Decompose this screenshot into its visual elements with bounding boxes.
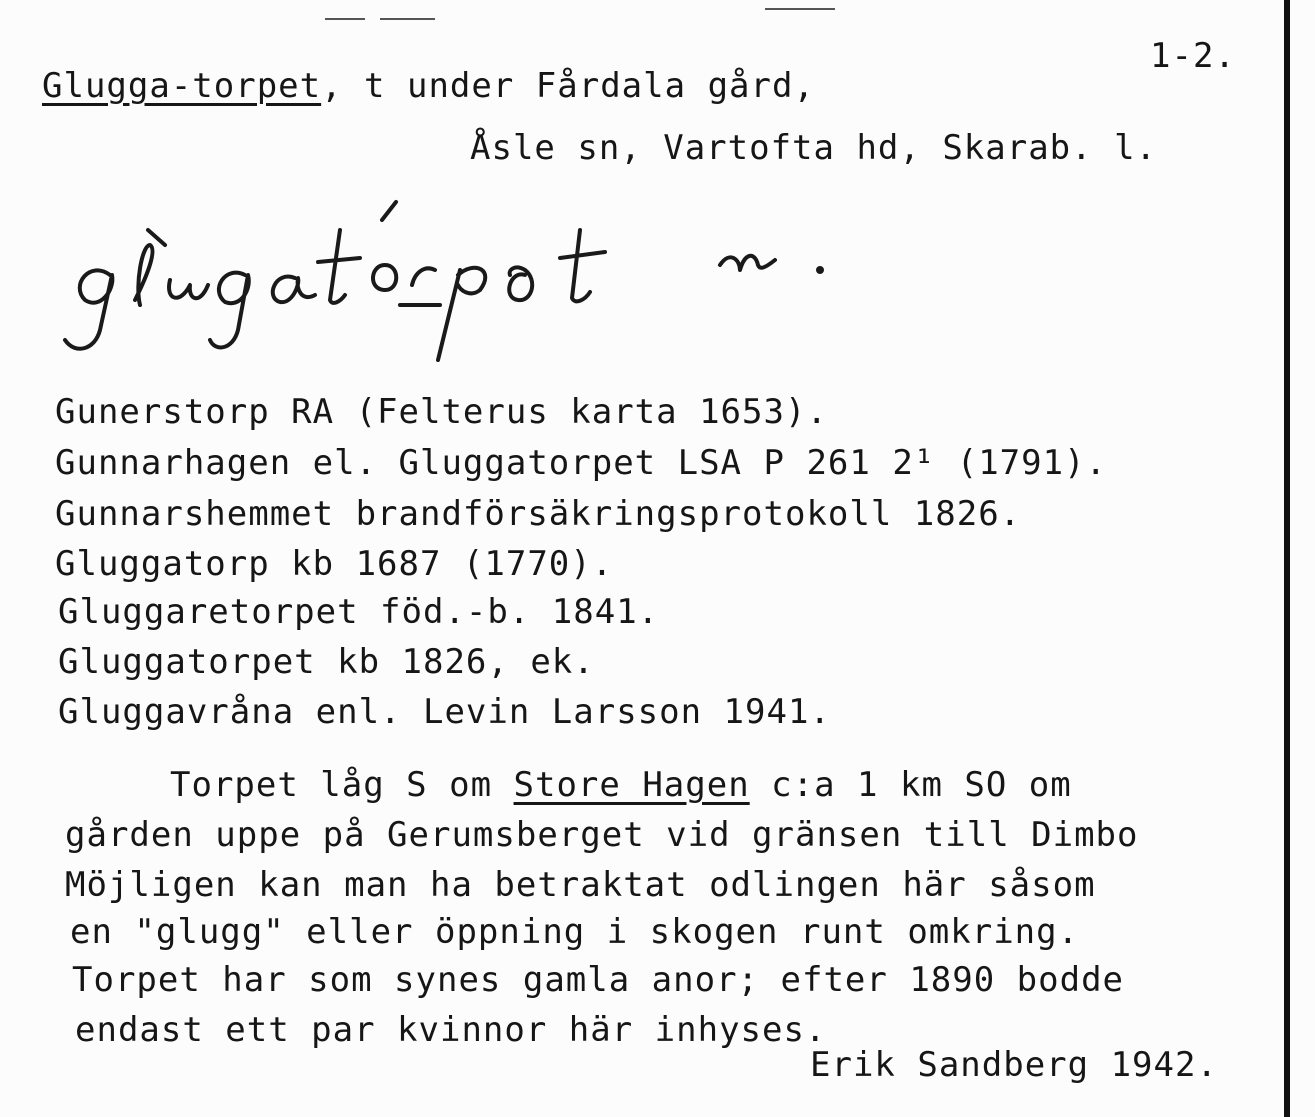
form-line-1: Gunerstorp RA (Felterus karta 1653).	[55, 392, 828, 432]
note-line-5: Torpet har som synes gamla anor; efter 1890 bodde	[72, 960, 1125, 1000]
handwritten-pronunciation	[40, 190, 860, 370]
form-line-4: Gluggatorp kb 1687 (1770).	[55, 544, 614, 584]
place-reference: Store Hagen	[513, 765, 750, 805]
form-line-7: Gluggavråna enl. Levin Larsson 1941.	[58, 692, 831, 732]
scan-speck	[765, 8, 835, 10]
note-line-6: endast ett par kvinnor här inhyses.	[75, 1010, 827, 1050]
note-text: c:a 1 km SO om	[749, 765, 1072, 805]
card-edge	[1284, 0, 1290, 1117]
scan-speck	[380, 18, 435, 20]
form-line-2: Gunnarhagen el. Gluggatorpet LSA P 261 2¹ (1791).	[55, 443, 1108, 483]
note-line-1	[170, 765, 1072, 805]
note-line-3: Möjligen kan man ha betraktat odlingen här såsom	[65, 865, 1096, 905]
location-line: Åsle sn, Vartofta hd, Skarab. l.	[470, 128, 1158, 168]
note-line-4: en "glugg" eller öppning i skogen runt omkring.	[70, 912, 1080, 952]
signature: Erik Sandberg 1942.	[810, 1045, 1218, 1085]
place-name: Glugga-torpet	[42, 66, 322, 106]
card-number: 1-2.	[1150, 36, 1236, 76]
note-line-2: gården uppe på Gerumsberget vid gränsen till Dimbo	[65, 815, 1139, 855]
form-line-3: Gunnarshemmet brandförsäkringsprotokoll 1826.	[55, 494, 1022, 534]
note-text: Torpet låg S om	[170, 765, 514, 805]
title-line	[42, 66, 815, 106]
scan-speck	[325, 18, 365, 20]
form-line-6: Gluggatorpet kb 1826, ek.	[58, 642, 595, 682]
form-line-5: Gluggaretorpet föd.-b. 1841.	[58, 592, 660, 632]
place-suffix: , t under Fårdala gård,	[321, 66, 815, 106]
